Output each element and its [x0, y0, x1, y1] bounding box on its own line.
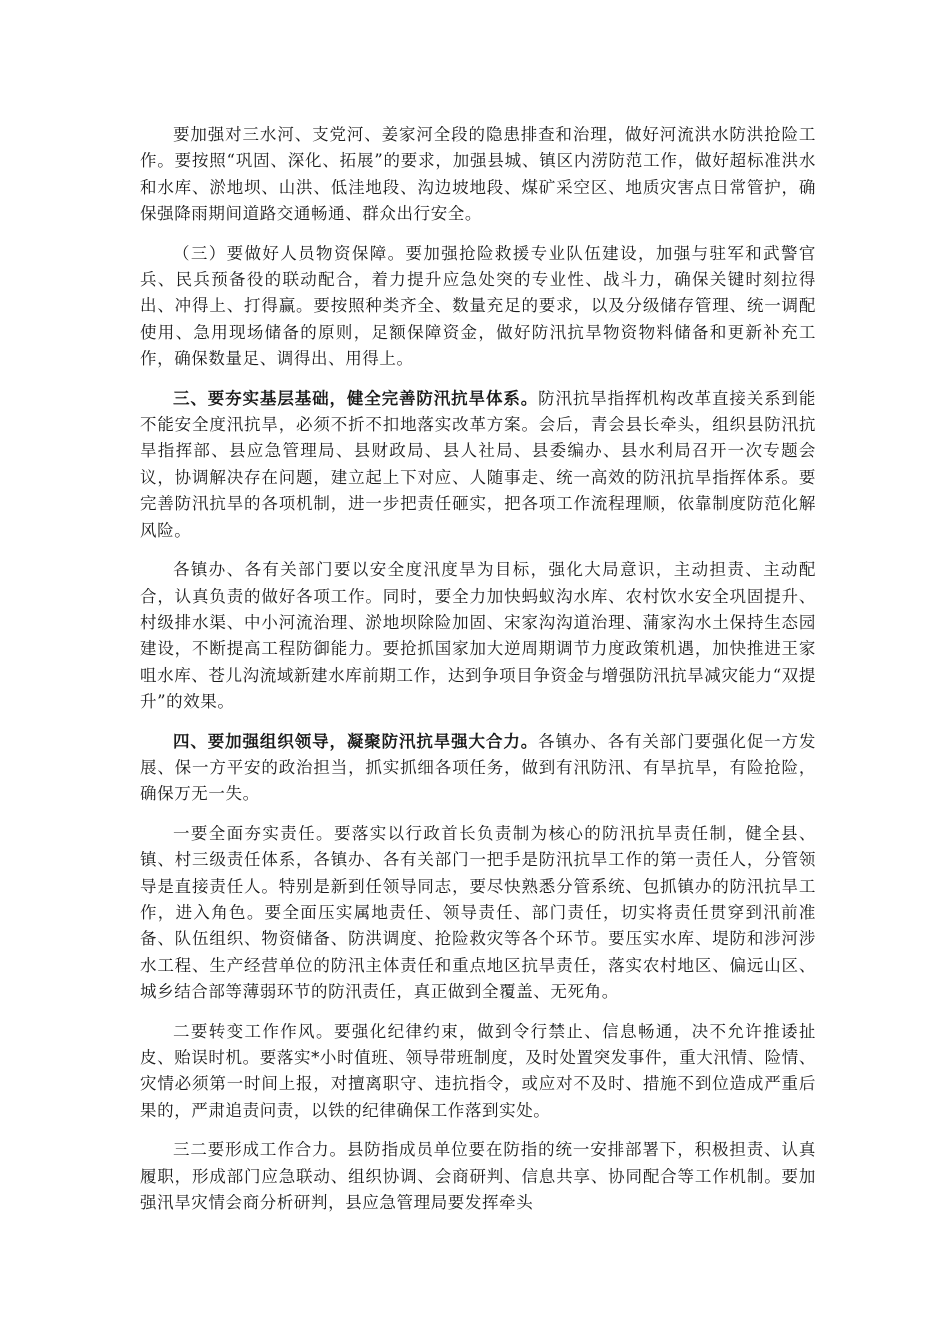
paragraph-1-text: 要加强对三水河、支党河、姜家河全段的隐患排查和治理，做好河流洪水防洪抢险工作。要按照“巩固、深化、拓展”的要求，加强县城、镇区内涝防范工作，做好超标准洪水和水库、淤地坝、山洪、低洼地段、沟边坡地段、煤矿采空区、地质灾害点日常管护，确保强降雨期间道路交通畅通、群众出行安全。	[140, 125, 816, 224]
section-heading-3: 三、要夯实基层基础，健全完善防汛抗旱体系。	[173, 388, 539, 408]
paragraph-2	[140, 241, 816, 373]
section-heading-4: 四、要加强组织领导，凝聚防汛抗旱强大合力。	[173, 731, 539, 751]
paragraph-4-text: 各镇办、各有关部门要以安全度汛度旱为目标，强化大局意识，主动担责、主动配合，认真负责的做好各项工作。同时，要全力加快蚂蚁沟水库、农村饮水安全巩固提升、村级排水渠、中小河流治理、淤地坝除险加固、宋家沟沟道治理、蒲家沟水土保持生态园建设，不断提高工程防御能力。要抢抓国家加大逆周期调节力度政策机遇，加快推进王家咀水库、苍儿沟流域新建水库前期工作，达到争项目争资金与增强防汛抗旱减灾能力“双提升”的效果。	[140, 560, 816, 712]
paragraph-2-text: （三）要做好人员物资保障。要加强抢险救援专业队伍建设，加强与驻军和武警官兵、民兵预备役的联动配合，着力提升应急处突的专业性、战斗力，确保关键时刻拉得出、冲得上、打得赢。要按照种类齐全、数量充足的要求，以及分级储存管理、统一调配使用、急用现场储备的原则，足额保障资金，做好防汛抗旱物资物料储备和更新补充工作，确保数量足、调得出、用得上。	[140, 243, 816, 369]
paragraph-1	[140, 122, 816, 228]
paragraph-3-text: 防汛抗旱指挥机构改革直接关系到能不能安全度汛抗旱，必须不折不扣地落实改革方案。会后，青会县长牵头，组织县防汛抗旱指挥部、县应急管理局、县财政局、县人社局、县委编办、县水利局召开一次专题会议，协调解决存在问题，建立起上下对应、人随事走、统一高效的防汛抗旱指挥体系。要完善防汛抗旱的各项机制，进一步把责任砸实，把各项工作流程理顺，依靠制度防范化解风险。	[140, 388, 816, 540]
paragraph-3	[140, 386, 816, 544]
paragraph-7-text: 二要转变工作作风。要强化纪律约束，做到令行禁止、信息畅通，决不允许推诿扯皮、贻误时机。要落实*小时值班、领导带班制度，及时处置突发事件，重大汛情、险情、灾情必须第一时间上报，对擅离职守、违抗指令，或应对不及时、措施不到位造成严重后果的，严肃追责问责，以铁的纪律确保工作落到实处。	[140, 1021, 816, 1120]
paragraph-6-text: 一要全面夯实责任。要落实以行政首长负责制为核心的防汛抗旱责任制，健全县、镇、村三级责任体系，各镇办、各有关部门一把手是防汛抗旱工作的第一责任人，分管领导是直接责任人。特别是新到任领导同志，要尽快熟悉分管系统、包抓镇办的防汛抗旱工作，进入角色。要全面压实属地责任、领导责任、部门责任，切实将责任贯穿到汛前准备、队伍组织、物资储备、防洪调度、抢险救灾等各个环节。要压实水库、堤防和涉河涉水工程、生产经营单位的防汛主体责任和重点地区抗旱责任，落实农村地区、偏远山区、城乡结合部等薄弱环节的防汛责任，真正做到全覆盖、无死角。	[140, 823, 816, 1002]
paragraph-6	[140, 821, 816, 1006]
paragraph-5-text: 各镇办、各有关部门要强化促一方发展、保一方平安的政治担当，抓实抓细各项任务，做到有汛防汛、有旱抗旱，有险抢险，确保万无一失。	[140, 731, 816, 804]
paragraph-8-text: 三二要形成工作合力。县防指成员单位要在防指的统一安排部署下，积极担责、认真履职，形成部门应急联动、组织协调、会商研判、信息共享、协同配合等工作机制。要加强汛旱灾情会商分析研判，县应急管理局要发挥牵头	[140, 1140, 816, 1213]
paragraph-8	[140, 1137, 816, 1216]
document-page	[140, 122, 816, 1229]
paragraph-4	[140, 557, 816, 715]
paragraph-5	[140, 729, 816, 808]
paragraph-7	[140, 1019, 816, 1125]
